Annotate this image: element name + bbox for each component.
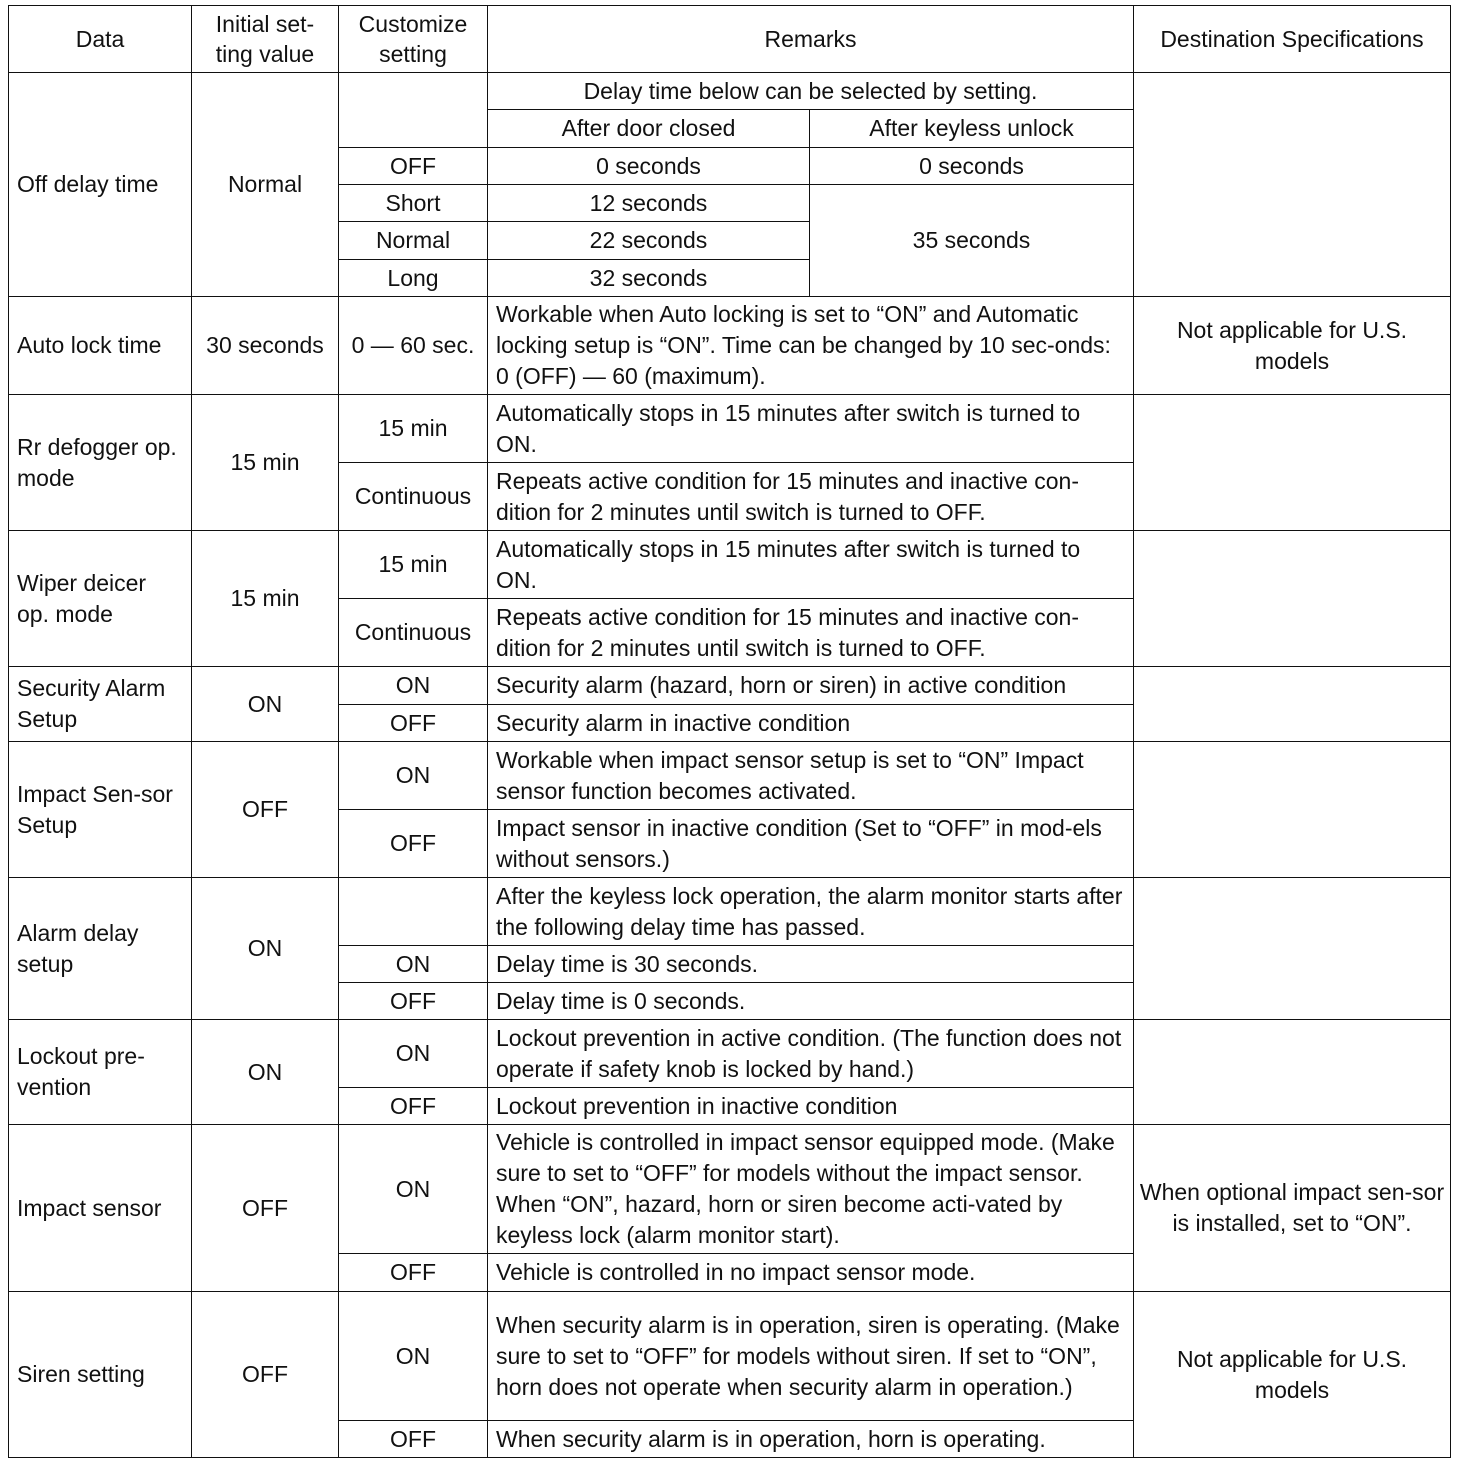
- setting-cell: Long: [339, 260, 488, 297]
- remark-cell: Security alarm (hazard, horn or siren) in active condition: [488, 667, 1134, 705]
- remark-cell: Lockout prevention in active condition. (The function does not operate if safety knob is locked by hand.): [488, 1020, 1134, 1088]
- door-closed-value: 0 seconds: [488, 148, 810, 185]
- setting-cell: 15 min: [339, 531, 488, 599]
- subheader-keyless-unlock: After keyless unlock: [810, 110, 1134, 148]
- remark-cell: Automatically stops in 15 minutes after switch is turned to ON.: [488, 531, 1134, 599]
- table-row: [9, 1292, 1451, 1421]
- destination-cell-empty: [1134, 667, 1451, 742]
- setting-cell: Normal: [339, 222, 488, 260]
- remark-note: Delay time below can be selected by setting.: [488, 73, 1134, 110]
- keyless-unlock-value: 0 seconds: [810, 148, 1134, 185]
- table-row: [9, 878, 1451, 946]
- remark-cell: Lockout prevention in inactive condition: [488, 1088, 1134, 1125]
- remark-cell: Security alarm in inactive condition: [488, 705, 1134, 742]
- setting-cell: ON: [339, 1125, 488, 1254]
- door-closed-value: 12 seconds: [488, 185, 810, 222]
- initial-value-cell: OFF: [192, 742, 339, 878]
- data-cell: Rr defogger op. mode: [9, 395, 192, 531]
- header-destination: Destination Specifications: [1134, 6, 1451, 73]
- initial-value-cell: 30 seconds: [192, 297, 339, 395]
- data-cell: Wiper deicer op. mode: [9, 531, 192, 667]
- setting-cell: 15 min: [339, 395, 488, 463]
- initial-value-cell: OFF: [192, 1292, 339, 1458]
- remark-cell: Workable when impact sensor setup is set to “ON” Impact sensor function becomes activated.: [488, 742, 1134, 810]
- setting-cell-empty: [339, 73, 488, 148]
- remark-cell: Vehicle is controlled in impact sensor equipped mode. (Make sure to set to “OFF” for models without the impact sensor. When “ON”, hazard, horn or siren become acti-vated by keyless lock (alarm monitor start).: [488, 1125, 1134, 1254]
- table-row: [9, 297, 1451, 395]
- setting-cell: ON: [339, 742, 488, 810]
- keyless-unlock-shared-value: 35 seconds: [810, 185, 1134, 297]
- data-cell: Auto lock time: [9, 297, 192, 395]
- destination-cell: When optional impact sen-sor is installed, set to “ON”.: [1134, 1125, 1451, 1292]
- data-cell: Impact sensor: [9, 1125, 192, 1292]
- remark-cell: Automatically stops in 15 minutes after switch is turned to ON.: [488, 395, 1134, 463]
- initial-value-cell: ON: [192, 1020, 339, 1125]
- remark-cell: When security alarm is in operation, horn is operating.: [488, 1421, 1134, 1458]
- initial-value-cell: 15 min: [192, 531, 339, 667]
- header-initial-value: Initial set-ting value: [192, 6, 339, 73]
- data-cell: Off delay time: [9, 73, 192, 297]
- setting-cell: 0 — 60 sec.: [339, 297, 488, 395]
- subheader-door-closed: After door closed: [488, 110, 810, 148]
- destination-cell-empty: [1134, 395, 1451, 531]
- remark-cell: When security alarm is in operation, siren is operating. (Make sure to set to “OFF” for models without siren. If set to “ON”, horn does not operate when security alarm in operation.): [488, 1292, 1134, 1421]
- remark-cell: Repeats active condition for 15 minutes and inactive con-dition for 2 minutes until switch is turned to OFF.: [488, 599, 1134, 667]
- setting-cell: OFF: [339, 1254, 488, 1292]
- initial-value-cell: Normal: [192, 73, 339, 297]
- header-row: [9, 6, 1451, 73]
- initial-value-cell: 15 min: [192, 395, 339, 531]
- setting-cell: OFF: [339, 983, 488, 1020]
- destination-cell-empty: [1134, 742, 1451, 878]
- destination-cell-empty: [1134, 878, 1451, 1020]
- setting-cell: OFF: [339, 1421, 488, 1458]
- setting-cell: ON: [339, 667, 488, 705]
- door-closed-value: 32 seconds: [488, 260, 810, 297]
- destination-cell: Not applicable for U.S. models: [1134, 297, 1451, 395]
- setting-cell: ON: [339, 1020, 488, 1088]
- setting-cell: Continuous: [339, 599, 488, 667]
- data-cell: Lockout pre-vention: [9, 1020, 192, 1125]
- remark-cell: Delay time is 0 seconds.: [488, 983, 1134, 1020]
- destination-cell-empty: [1134, 1020, 1451, 1125]
- setting-cell: Short: [339, 185, 488, 222]
- data-cell: Impact Sen-sor Setup: [9, 742, 192, 878]
- data-cell: Security Alarm Setup: [9, 667, 192, 742]
- remark-cell: Impact sensor in inactive condition (Set to “OFF” in mod-els without sensors.): [488, 810, 1134, 878]
- table-row: [9, 742, 1451, 810]
- destination-cell: Not applicable for U.S. models: [1134, 1292, 1451, 1458]
- spec-table-wrapper: [8, 5, 1451, 1458]
- setting-cell: OFF: [339, 810, 488, 878]
- setting-cell: OFF: [339, 1088, 488, 1125]
- header-data: Data: [9, 6, 192, 73]
- setting-cell: OFF: [339, 148, 488, 185]
- setting-cell: OFF: [339, 705, 488, 742]
- header-remarks: Remarks: [488, 6, 1134, 73]
- setting-cell-empty: [339, 878, 488, 946]
- destination-cell-empty: [1134, 531, 1451, 667]
- initial-value-cell: ON: [192, 667, 339, 742]
- header-customize-setting: Customize setting: [339, 6, 488, 73]
- initial-value-cell: OFF: [192, 1125, 339, 1292]
- remark-cell: Workable when Auto locking is set to “ON” and Automatic locking setup is “ON”. Time can be changed by 10 sec-onds: 0 (OFF) — 60 (maximum).: [488, 297, 1134, 395]
- destination-cell-empty: [1134, 73, 1451, 297]
- customize-settings-table: [8, 5, 1451, 1458]
- table-row: [9, 1125, 1451, 1254]
- remark-cell: Repeats active condition for 15 minutes and inactive con-dition for 2 minutes until switch is turned to OFF.: [488, 463, 1134, 531]
- setting-cell: ON: [339, 946, 488, 983]
- setting-cell: ON: [339, 1292, 488, 1421]
- data-cell: Siren setting: [9, 1292, 192, 1458]
- setting-cell: Continuous: [339, 463, 488, 531]
- table-row: [9, 531, 1451, 599]
- door-closed-value: 22 seconds: [488, 222, 810, 260]
- data-cell: Alarm delay setup: [9, 878, 192, 1020]
- table-row: [9, 395, 1451, 463]
- initial-value-cell: ON: [192, 878, 339, 1020]
- table-row: [9, 1020, 1451, 1088]
- table-row: [9, 667, 1451, 705]
- remark-cell: Delay time is 30 seconds.: [488, 946, 1134, 983]
- remark-note: After the keyless lock operation, the alarm monitor starts after the following delay time has passed.: [488, 878, 1134, 946]
- table-row: [9, 73, 1451, 110]
- remark-cell: Vehicle is controlled in no impact sensor mode.: [488, 1254, 1134, 1292]
